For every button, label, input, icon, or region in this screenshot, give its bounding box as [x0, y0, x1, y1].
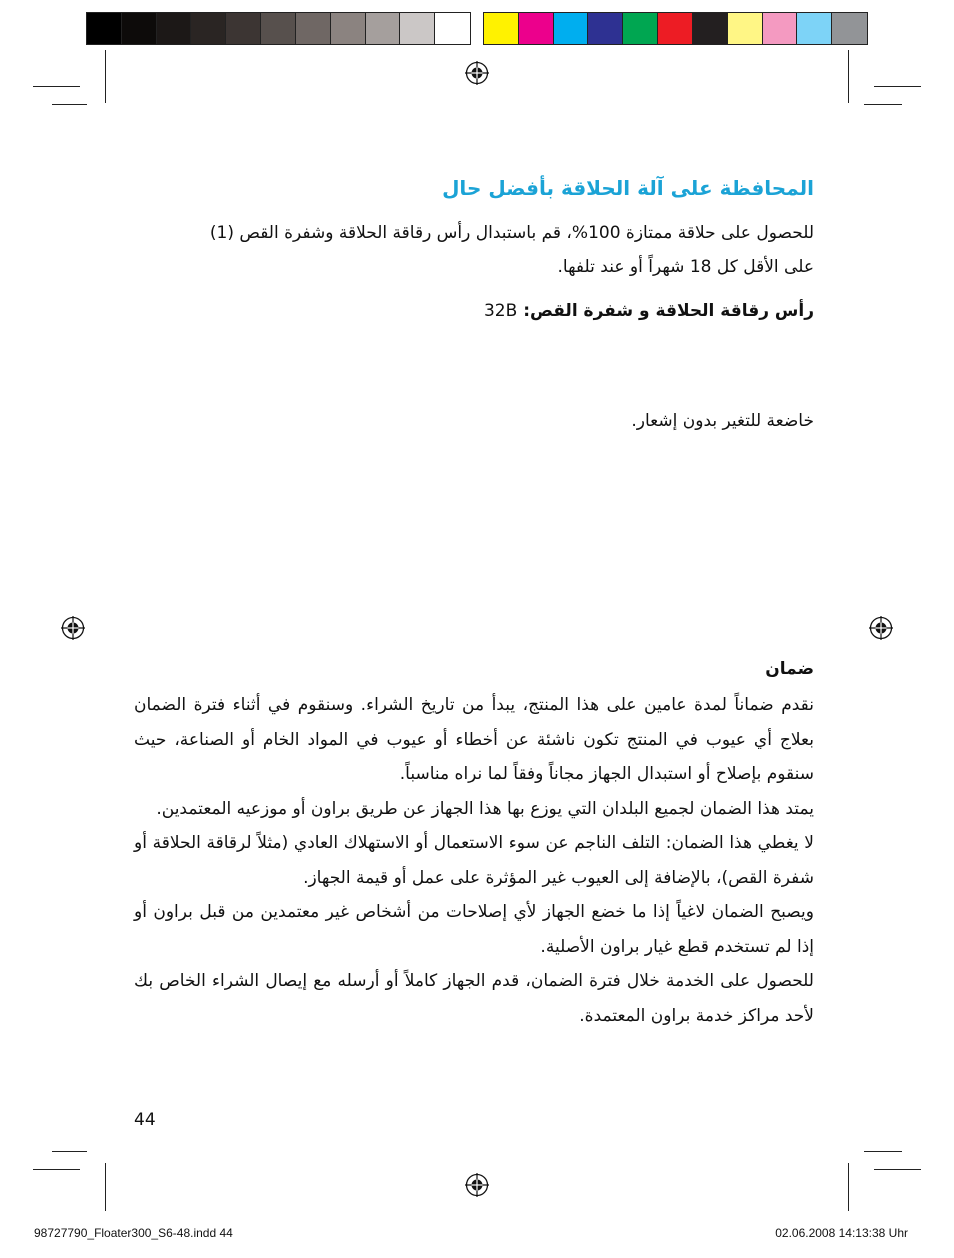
- color-swatch: [693, 13, 728, 44]
- intro-line-2: على الأقل كل 18 شهراً أو عند تلفها.: [557, 257, 814, 277]
- crop-mark: [33, 86, 80, 87]
- crop-mark: [52, 1151, 87, 1152]
- footer-filename: 98727790_Floater300_S6-48.indd 44: [34, 1226, 233, 1240]
- crop-mark: [105, 50, 106, 103]
- color-calibration-bar: [483, 12, 868, 45]
- warranty-paragraph: لا يغطي هذا الضمان: التلف الناجم عن سوء الاستعمال أو الاستهلاك العادي (مثلاً لرقاقة الحلاقة أو شفرة القص)، بالإضافة إلى العيوب غير المؤثرة على عمل أو قيمة الجهاز.: [134, 833, 814, 888]
- intro-paragraph: [134, 216, 814, 284]
- section-title: المحافظة على آلة الحلاقة بأفضل حال: [442, 176, 814, 200]
- color-swatch: [554, 13, 589, 44]
- registration-mark-icon: [869, 616, 893, 640]
- gray-swatch: [261, 13, 296, 44]
- gray-swatch: [122, 13, 157, 44]
- part-label: رأس رقاقة الحلاقة و شفرة القص:: [523, 301, 814, 321]
- warranty-paragraph: للحصول على الخدمة خلال فترة الضمان، قدم الجهاز كاملاً أو أرسله مع إيصال الشراء الخاص بك لأحد مراكز خدمة براون المعتمدة.: [134, 971, 814, 1026]
- color-swatch: [658, 13, 693, 44]
- gray-swatch: [226, 13, 261, 44]
- color-swatch: [797, 13, 832, 44]
- warranty-heading: ضمان: [765, 659, 814, 679]
- crop-mark: [864, 1151, 902, 1152]
- color-swatch: [728, 13, 763, 44]
- color-swatch: [623, 13, 658, 44]
- registration-mark-icon: [465, 61, 489, 85]
- gray-swatch: [435, 13, 470, 44]
- warranty-paragraph: ويصبح الضمان لاغياً إذا ما خضع الجهاز لأي إصلاحات من أشخاص غير معتمدين من قبل براون أو إذا لم تستخدم قطع غيار براون الأصلية.: [134, 902, 814, 957]
- grayscale-calibration-bar: [86, 12, 471, 45]
- notice-text: خاضعة للتغير بدون إشعار.: [631, 411, 814, 431]
- gray-swatch: [87, 13, 122, 44]
- part-number-line: [134, 294, 814, 328]
- intro-line-1: للحصول على حلاقة ممتازة 100%، قم باستبدال رأس رقاقة الحلاقة وشفرة القص (1): [209, 223, 814, 243]
- color-swatch: [832, 13, 867, 44]
- gray-swatch: [400, 13, 435, 44]
- crop-mark: [874, 86, 921, 87]
- crop-mark: [33, 1169, 80, 1170]
- crop-mark: [848, 50, 849, 103]
- page-number: 44: [134, 1110, 156, 1130]
- warranty-body: [134, 688, 814, 1033]
- warranty-paragraph: يمتد هذا الضمان لجميع البلدان التي يوزع بها هذا الجهاز عن طريق براون أو موزعيه المعتمدين.: [156, 798, 814, 819]
- color-swatch: [588, 13, 623, 44]
- color-swatch: [484, 13, 519, 44]
- registration-mark-icon: [465, 1173, 489, 1197]
- footer-timestamp: 02.06.2008 14:13:38 Uhr: [775, 1226, 908, 1240]
- crop-mark: [864, 104, 902, 105]
- gray-swatch: [191, 13, 226, 44]
- crop-mark: [52, 104, 87, 105]
- gray-swatch: [366, 13, 401, 44]
- crop-mark: [874, 1169, 921, 1170]
- gray-swatch: [296, 13, 331, 44]
- warranty-paragraph: نقدم ضماناً لمدة عامين على هذا المنتج، يبدأ من تاريخ الشراء. وسنقوم في أثناء فترة الضمان بعلاج أي عيوب في المنتج تكون ناشئة عن أخطاء أو عيوب في المواد الخام أو الصناعة، حيث سنقوم بإصلاح أو استبدال الجهاز مجاناً وفقاً لما نراه مناسباً.: [134, 695, 814, 784]
- registration-mark-icon: [61, 616, 85, 640]
- crop-mark: [105, 1163, 106, 1211]
- gray-swatch: [331, 13, 366, 44]
- crop-mark: [848, 1163, 849, 1211]
- gray-swatch: [157, 13, 192, 44]
- color-swatch: [763, 13, 798, 44]
- part-code: 32B: [483, 301, 518, 321]
- color-swatch: [519, 13, 554, 44]
